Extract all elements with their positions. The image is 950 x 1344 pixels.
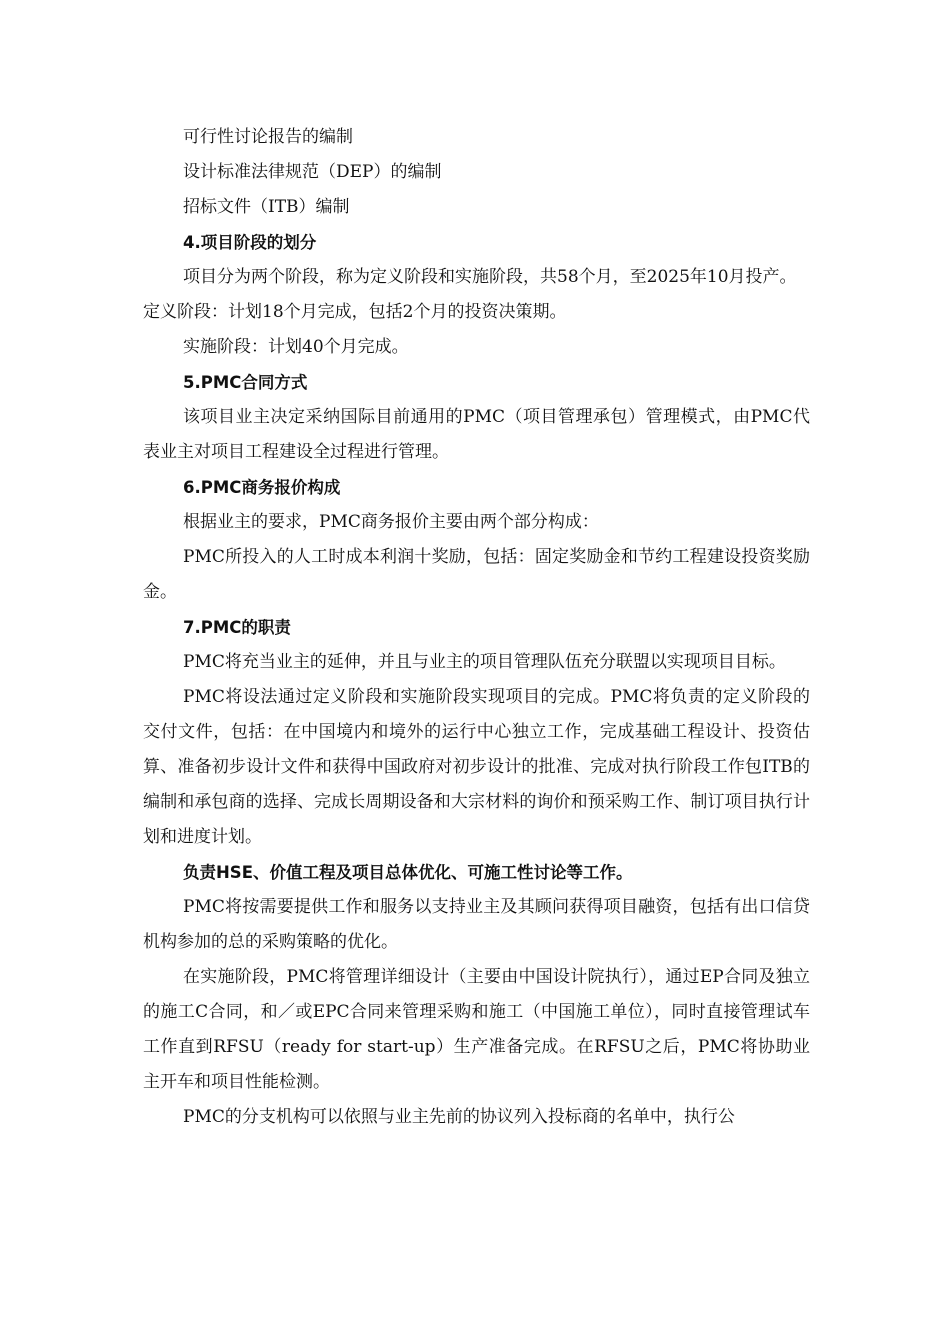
paragraph-pricing-detail: PMC所投入的人工时成本利润十奖励，包括：固定奖励金和节约工程建设投资奖励金。 bbox=[143, 547, 810, 602]
paragraph-pricing-intro: 根据业主的要求，PMC商务报价主要由两个部分构成： bbox=[183, 512, 599, 532]
paragraph-hse-heading: 负责HSE、价值工程及项目总体优化、可施工性讨论等工作。 bbox=[183, 863, 633, 882]
paragraph-project-phases: 项目分为两个阶段，称为定义阶段和实施阶段，共58个月，至2025年10月投产。 bbox=[183, 267, 797, 287]
section-heading-5: 5.PMC合同方式 bbox=[183, 373, 308, 392]
paragraph-1: 可行性讨论报告的编制 bbox=[183, 127, 353, 147]
paragraph-branch-offices: PMC的分支机构可以依照与业主先前的协议列入投标商的名单中，执行公 bbox=[183, 1107, 735, 1127]
paragraph-2: 设计标准法律规范（DEP）的编制 bbox=[183, 162, 442, 182]
section-heading-4: 4.项目阶段的划分 bbox=[183, 233, 317, 252]
document-body bbox=[143, 120, 810, 1135]
paragraph-financing: PMC将按需要提供工作和服务以支持业主及其顾问获得项目融资，包括有出口信贷机构参加的总的采购策略的优化。 bbox=[143, 897, 810, 952]
section-heading-6: 6.PMC商务报价构成 bbox=[183, 478, 341, 497]
paragraph-pmc-extension: PMC将充当业主的延伸，并且与业主的项目管理队伍充分联盟以实现项目目标。 bbox=[183, 652, 786, 672]
section-heading-7: 7.PMC的职责 bbox=[183, 618, 291, 637]
paragraph-pmc-contract: 该项目业主决定采纳国际目前通用的PMC（项目管理承包）管理模式，由PMC代表业主对项目工程建设全过程进行管理。 bbox=[143, 407, 810, 462]
paragraph-pmc-definition-deliverables: PMC将设法通过定义阶段和实施阶段实现项目的完成。PMC将负责的定义阶段的交付文件，包括：在中国境内和境外的运行中心独立工作，完成基础工程设计、投资估算、准备初步设计文件和获得中国政府对初步设计的批准、完成对执行阶段工作包ITB的编制和承包商的选择、完成长周期设备和大宗材料的询价和预采购工作、制订项目执行计划和进度计划。 bbox=[143, 687, 810, 847]
paragraph-3: 招标文件（ITB）编制 bbox=[183, 197, 350, 217]
paragraph-definition-phase: 定义阶段：计划18个月完成，包括2个月的投资决策期。 bbox=[143, 302, 567, 322]
paragraph-implementation-phase: 实施阶段：计划40个月完成。 bbox=[183, 337, 409, 357]
paragraph-implementation-management: 在实施阶段，PMC将管理详细设计（主要由中国设计院执行），通过EP合同及独立的施工C合同，和／或EPC合同来管理采购和施工（中国施工单位），同时直接管理试车工作直到RFSU（ready for start-up）生产准备完成。在RFSU之后，PMC将协助业主开车和项目性能检测。 bbox=[143, 967, 810, 1092]
